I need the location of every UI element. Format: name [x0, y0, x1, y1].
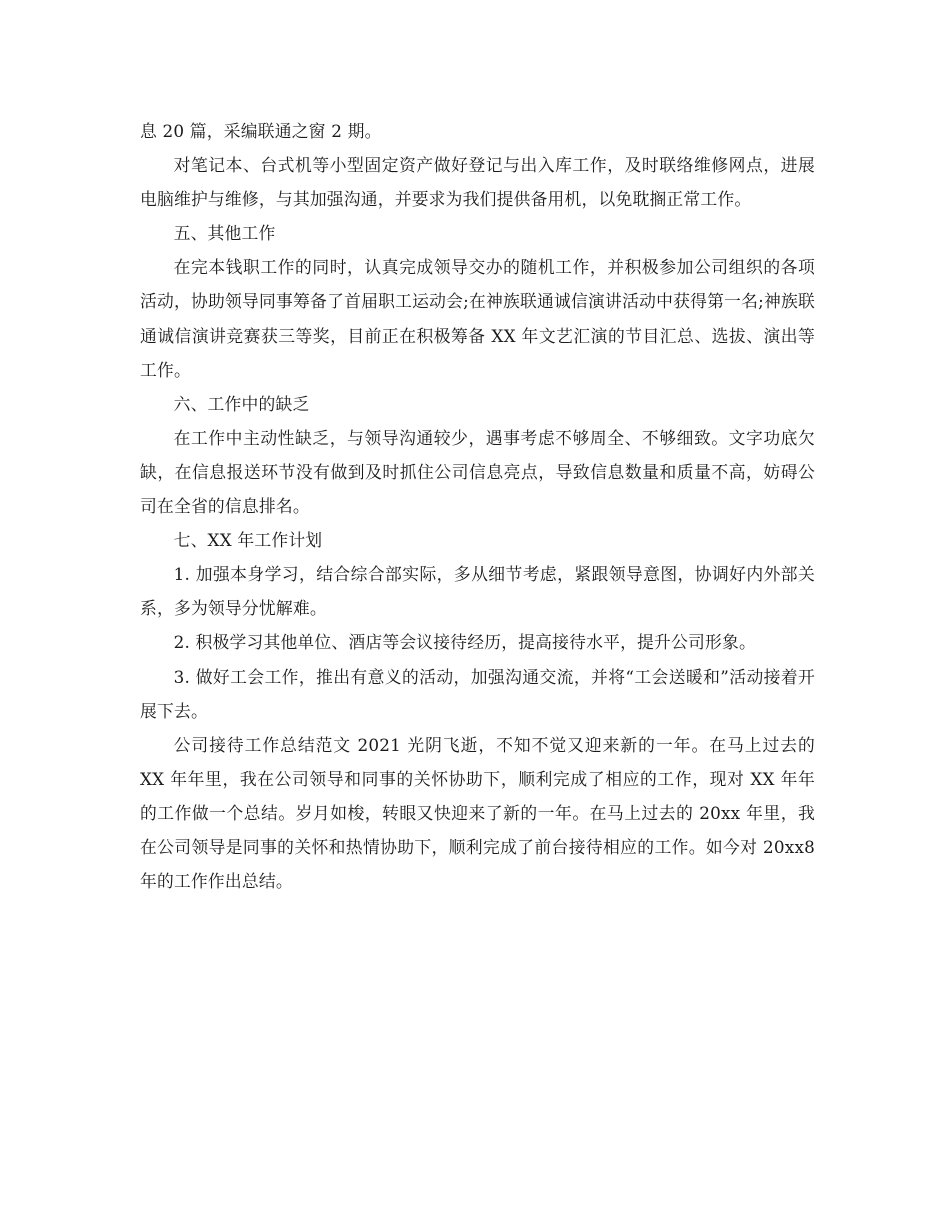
- paragraph-4: 在工作中主动性缺乏，与领导沟通较少，遇事考虑不够周全、不够细致。文字功底欠缺，在信息报送环节没有做到及时抓住公司信息亮点，导致信息数量和质量不高，妨碍公司在全省的信息排名。: [140, 427, 815, 517]
- section-heading-5: 五、其他工作: [173, 223, 276, 244]
- plan-item-3: 3. 做好工会工作，推出有意义的活动，加强沟通交流，并将“工会送暖和”活动接着开展下去。: [140, 666, 815, 721]
- document-body: [140, 114, 815, 898]
- paragraph-5: 公司接待工作总结范文 2021 光阴飞逝，不知不觉又迎来新的一年。在马上过去的 XX 年年里，我在公司领导和同事的关怀协助下，顺利完成了相应的工作，现对 XX 年年的工作做一个总结。岁月如梭，转眼又快迎来了新的一年。在马上过去的 20xx 年里，我在公司领导是同事的关怀和热情协助下，顺利完成了前台接待相应的工作。如今对 20xx8 年的工作作出总结。: [140, 734, 815, 892]
- section-heading-6: 六、工作中的缺乏: [173, 393, 310, 414]
- paragraph-2: 对笔记本、台式机等小型固定资产做好登记与出入库工作，及时联络维修网点，进展电脑维护与维修，与其加强沟通，并要求为我们提供备用机，以免耽搁正常工作。: [140, 155, 815, 210]
- section-heading-7: 七、XX 年工作计划: [173, 530, 323, 551]
- paragraph-3: 在完本钱职工作的同时，认真完成领导交办的随机工作，并积极参加公司组织的各项活动，协助领导同事筹备了首届职工运动会;在神族联通诚信演讲活动中获得第一名;神族联通诚信演讲竞赛获三等奖，目前正在积极筹备 XX 年文艺汇演的节目汇总、选拔、演出等工作。: [140, 257, 815, 380]
- plan-item-1: 1. 加强本身学习，结合综合部实际，多从细节考虑，紧跟领导意图，协调好内外部关系，多为领导分忧解难。: [140, 564, 815, 619]
- plan-item-2: 2. 积极学习其他单位、酒店等会议接待经历，提高接待水平，提升公司形象。: [173, 632, 756, 653]
- paragraph-1: 息 20 篇，采编联通之窗 2 期。: [140, 121, 382, 141]
